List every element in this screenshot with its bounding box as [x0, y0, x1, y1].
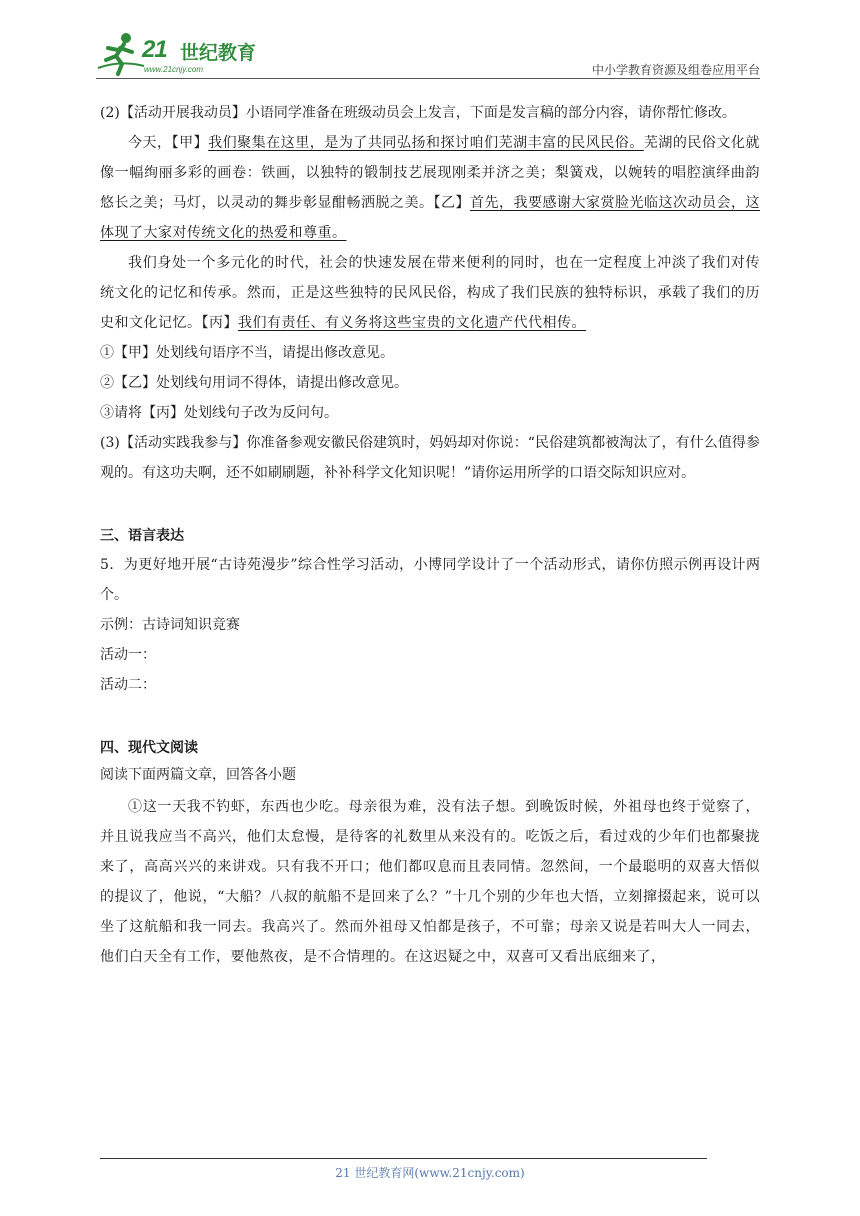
- runner-icon: [96, 30, 146, 76]
- underlined-sentence-jia: 我们聚集在这里，是为了共同弘扬和探讨咱们芜湖丰富的民风民俗。: [208, 135, 644, 151]
- underlined-sentence-bing: 我们有责任、有义务将这些宝贵的文化遗产代代相传。: [238, 315, 586, 331]
- platform-label: 中小学教育资源及组卷应用平台: [591, 63, 760, 77]
- sub-question-2: ②【乙】处划线句用词不得体，请提出修改意见。: [100, 375, 408, 391]
- para1-mid: 芜湖的民俗文化就像一幅绚丽多彩的画卷：铁画，以独特的锻制技艺展现刚柔并济之美；梨簧戏，以婉转的唱腔演绎曲韵悠长之美；马灯，以灵动的舞步彰显酣畅洒脱之美。【乙】: [100, 135, 761, 211]
- sub-question-1: ①【甲】处划线句语序不当，请提出修改意见。: [100, 345, 394, 361]
- logo-url: www.21cnjy.com: [144, 65, 203, 74]
- question-3: (3)【活动实践我参与】你准备参观安徽民俗建筑时，妈妈却对你说：“民俗建筑都被淘汰了，有什么值得参观的。有这功夫啊，还不如刷刷题，补补科学文化知识呢！”请你运用所学的口语交际知识应对。: [100, 435, 760, 481]
- document-body: [100, 98, 760, 972]
- question-5: 5．为更好地开展“古诗苑漫步”综合性学习活动，小博同学设计了一个活动形式，请你仿照示例再设计两个。: [100, 557, 760, 603]
- speech-paragraph-2: [100, 248, 760, 338]
- section-3-title: 三、语言表达: [100, 528, 184, 544]
- footer-link[interactable]: 21 世纪教育网(www.21cnjy.com): [335, 1166, 525, 1180]
- para1-start: 今天，【甲】: [128, 135, 209, 151]
- question-2-intro: (2)【活动开展我动员】小语同学准备在班级动员会上发言，下面是发言稿的部分内容，请你帮忙修改。: [100, 105, 736, 121]
- para2-start: 我们身处一个多元化的时代，社会的快速发展在带来便利的同时，也在一定程度上冲淡了我们对传统文化的记忆和传承。然而，正是这些独特的民风民俗，构成了我们民族的独特标识，承载了我们的历史和文化记忆。【丙】: [100, 255, 760, 331]
- speech-paragraph-1: [100, 128, 760, 248]
- logo-number: 21: [142, 36, 167, 63]
- page-header: [96, 30, 760, 80]
- reading-instruction: 阅读下面两篇文章，回答各小题: [100, 767, 296, 783]
- activity-1-line: 活动一：: [100, 647, 156, 663]
- logo-title: 世纪教育: [180, 42, 257, 64]
- sub-question-3: ③请将【丙】处划线句子改为反问句。: [100, 405, 338, 421]
- activity-2-line: 活动二：: [100, 677, 156, 693]
- reading-passage: ①这一天我不钓虾，东西也少吃。母亲很为难，没有法子想。到晚饭时候，外祖母也终于觉察了，并且说我应当不高兴，他们太怠慢，是待客的礼数里从来没有的。吃饭之后，看过戏的少年们也都聚拢来了，高高兴兴的来讲戏。只有我不开口；他们都叹息而且表同情。忽然间，一个最聪明的双喜大悟似的提议了，他说，“大船？八叔的航船不是回来了么？”十几个别的少年也大悟，立刻撺掇起来，说可以坐了这航船和我一同去。我高兴了。然而外祖母又怕都是孩子，不可靠；母亲又说是若叫大人一同去，他们白天全有工作，要他熬夜，是不合情理的。在这迟疑之中，双喜可又看出底细来了，: [100, 799, 760, 965]
- site-logo[interactable]: [96, 30, 266, 78]
- section-4-title: 四、现代文阅读: [100, 740, 198, 756]
- header-divider: [96, 78, 760, 79]
- example-line: 示例：古诗词知识竞赛: [100, 617, 240, 633]
- footer-divider: [100, 1158, 707, 1159]
- underlined-sentence-yi: 首先，我要感谢大家赏脸光临这次动员会，这体现了大家对传统文化的热爱和尊重。: [100, 195, 760, 241]
